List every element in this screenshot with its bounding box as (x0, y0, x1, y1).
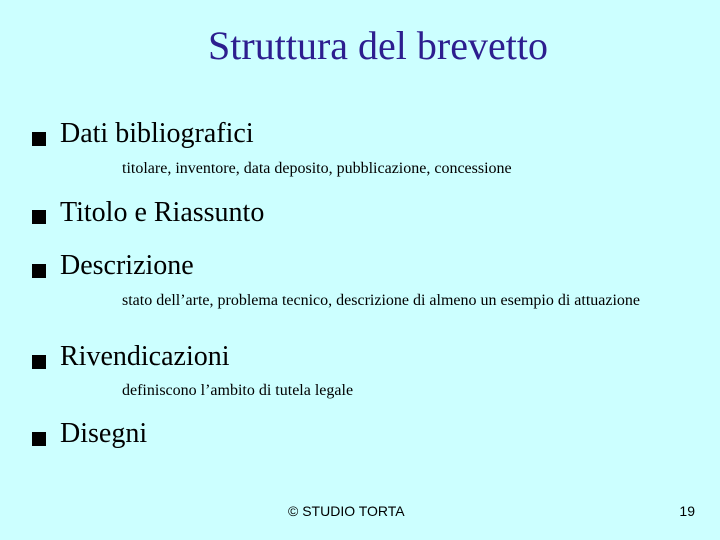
square-bullet-icon (32, 132, 46, 146)
footer-copyright: © STUDIO TORTA (288, 503, 405, 519)
square-bullet-icon (32, 432, 46, 446)
bullet-dati-bibliografici-detail: titolare, inventore, data deposito, pubblicazione, concessione (122, 160, 512, 177)
square-bullet-icon (32, 264, 46, 278)
slide-title: Struttura del brevetto (208, 23, 548, 68)
bullet-rivendicazioni-detail: definiscono l’ambito di tutela legale (122, 382, 354, 399)
bullet-dati-bibliografici: Dati bibliografici (60, 118, 254, 149)
square-bullet-icon (32, 355, 46, 369)
square-bullet-icon (32, 210, 46, 224)
bullet-descrizione: Descrizione (60, 250, 194, 281)
bullet-descrizione-detail: stato dell’arte, problema tecnico, descrizione di almeno un esempio di attuazione (122, 292, 641, 309)
bullet-titolo-riassunto: Titolo e Riassunto (60, 197, 265, 228)
page-number: 19 (679, 503, 695, 519)
bullet-rivendicazioni: Rivendicazioni (60, 341, 230, 372)
bullet-disegni: Disegni (60, 418, 148, 449)
